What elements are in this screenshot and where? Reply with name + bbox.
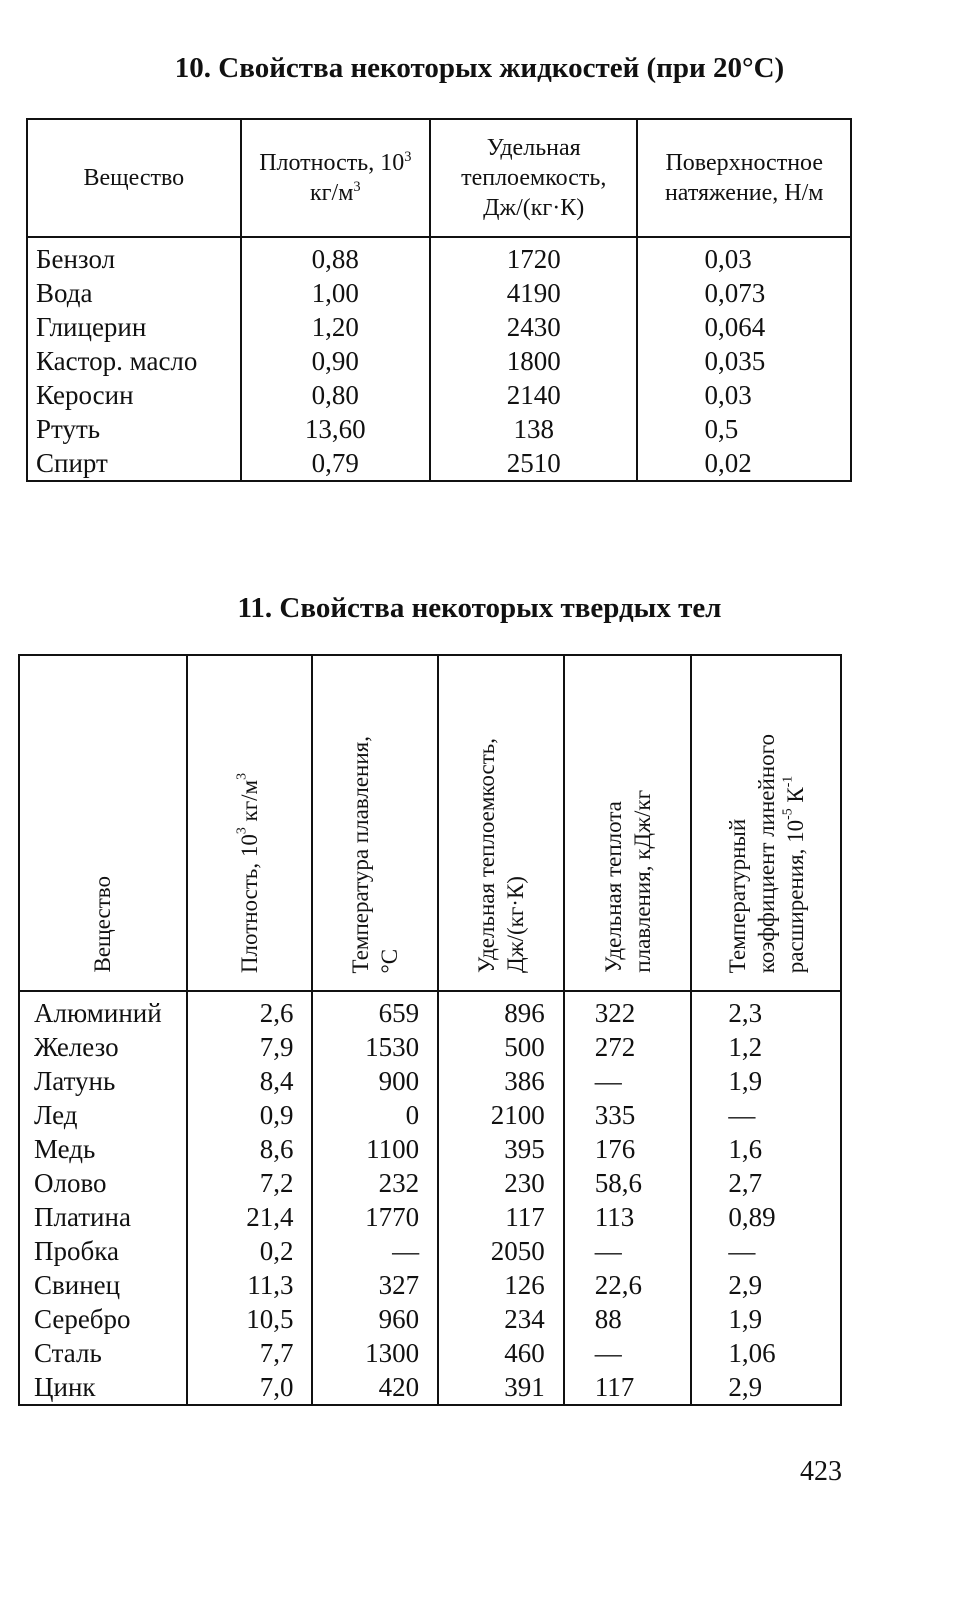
- substance-cell: Кастор. масло: [27, 344, 241, 378]
- value-cell: 8,6: [187, 1132, 313, 1166]
- substance-cell: Ртуть: [27, 412, 241, 446]
- table-row: [27, 446, 851, 481]
- value-cell: 7,2: [187, 1166, 313, 1200]
- value-cell: 2050: [438, 1234, 564, 1268]
- value-cell: —: [564, 1336, 692, 1370]
- substance-cell: Вода: [27, 276, 241, 310]
- header-density: Плотность, $10^3$ $кг/м^3$: [241, 119, 430, 237]
- value-cell: 0,073: [637, 276, 851, 310]
- value-cell: 391: [438, 1370, 564, 1405]
- header-substance: Вещество: [27, 119, 241, 237]
- value-cell: 176: [564, 1132, 692, 1166]
- value-cell: 1,6: [691, 1132, 841, 1166]
- value-cell: 335: [564, 1098, 692, 1132]
- value-cell: 0,90: [241, 344, 430, 378]
- table-row: [27, 344, 851, 378]
- header-substance: Вещество: [19, 655, 187, 991]
- value-cell: 500: [438, 1030, 564, 1064]
- value-cell: 2,9: [691, 1268, 841, 1302]
- value-cell: 117: [564, 1370, 692, 1405]
- value-cell: 0,03: [637, 378, 851, 412]
- substance-cell: Свинец: [19, 1268, 187, 1302]
- substance-cell: Олово: [19, 1166, 187, 1200]
- value-cell: 900: [312, 1064, 438, 1098]
- header-specific-heat: Удельная теплоемкость, Дж/(кг·К): [430, 119, 637, 237]
- value-cell: 4190: [430, 276, 637, 310]
- value-cell: 0,2: [187, 1234, 313, 1268]
- table-10-title: 10. Свойства некоторых жидкостей (при 20°С): [174, 52, 785, 84]
- value-cell: 7,9: [187, 1030, 313, 1064]
- table-row: [27, 378, 851, 412]
- value-cell: 88: [564, 1302, 692, 1336]
- value-cell: 386: [438, 1064, 564, 1098]
- header-heat-of-fusion: Удельная теплота плавления, кДж/кг: [564, 655, 692, 991]
- table-row: [19, 1098, 841, 1132]
- table-row: [19, 1166, 841, 1200]
- value-cell: 0,5: [637, 412, 851, 446]
- substance-cell: Алюминий: [19, 991, 187, 1030]
- value-cell: 2510: [430, 446, 637, 481]
- table-row: [19, 1030, 841, 1064]
- value-cell: 1720: [430, 237, 637, 276]
- value-cell: 0,9: [187, 1098, 313, 1132]
- substance-cell: Латунь: [19, 1064, 187, 1098]
- value-cell: 1100: [312, 1132, 438, 1166]
- value-cell: 1,9: [691, 1302, 841, 1336]
- value-cell: 1,9: [691, 1064, 841, 1098]
- value-cell: 2,7: [691, 1166, 841, 1200]
- table-header-row: [19, 655, 841, 991]
- substance-cell: Платина: [19, 1200, 187, 1234]
- value-cell: 0,88: [241, 237, 430, 276]
- value-cell: 126: [438, 1268, 564, 1302]
- value-cell: 1800: [430, 344, 637, 378]
- value-cell: 7,7: [187, 1336, 313, 1370]
- table-row: [19, 1302, 841, 1336]
- table-11-title: 11. Свойства некоторых твердых тел: [237, 592, 722, 624]
- header-expansion-coefficient: Температурный коэффициент линейного расширения, $10^{-5}$ $К^{-1}$: [691, 655, 841, 991]
- header-density: Плотность, $10^3$ $кг/м^3$: [187, 655, 313, 991]
- value-cell: 7,0: [187, 1370, 313, 1405]
- value-cell: 113: [564, 1200, 692, 1234]
- table-row: [19, 1234, 841, 1268]
- value-cell: 327: [312, 1268, 438, 1302]
- substance-cell: Сталь: [19, 1336, 187, 1370]
- value-cell: 0,064: [637, 310, 851, 344]
- value-cell: 232: [312, 1166, 438, 1200]
- value-cell: 960: [312, 1302, 438, 1336]
- value-cell: 1,2: [691, 1030, 841, 1064]
- value-cell: —: [312, 1234, 438, 1268]
- value-cell: —: [564, 1234, 692, 1268]
- table-row: [19, 991, 841, 1030]
- value-cell: 10,5: [187, 1302, 313, 1336]
- value-cell: 0,89: [691, 1200, 841, 1234]
- table-row: [19, 1200, 841, 1234]
- value-cell: 0: [312, 1098, 438, 1132]
- value-cell: 1,06: [691, 1336, 841, 1370]
- value-cell: 21,4: [187, 1200, 313, 1234]
- value-cell: 230: [438, 1166, 564, 1200]
- value-cell: 0,03: [637, 237, 851, 276]
- table-row: [19, 1064, 841, 1098]
- value-cell: 395: [438, 1132, 564, 1166]
- value-cell: 2,9: [691, 1370, 841, 1405]
- substance-cell: Лед: [19, 1098, 187, 1132]
- substance-cell: Цинк: [19, 1370, 187, 1405]
- table-row: [19, 1132, 841, 1166]
- value-cell: 1530: [312, 1030, 438, 1064]
- value-cell: 1,20: [241, 310, 430, 344]
- value-cell: 896: [438, 991, 564, 1030]
- table-row: [27, 310, 851, 344]
- header-surface-tension: Поверхностное натяжение, Н/м: [637, 119, 851, 237]
- value-cell: 2,3: [691, 991, 841, 1030]
- substance-cell: Спирт: [27, 446, 241, 481]
- value-cell: 460: [438, 1336, 564, 1370]
- substance-cell: Медь: [19, 1132, 187, 1166]
- substance-cell: Бензол: [27, 237, 241, 276]
- value-cell: 234: [438, 1302, 564, 1336]
- substance-cell: Глицерин: [27, 310, 241, 344]
- value-cell: 0,02: [637, 446, 851, 481]
- value-cell: 11,3: [187, 1268, 313, 1302]
- value-cell: —: [564, 1064, 692, 1098]
- value-cell: 117: [438, 1200, 564, 1234]
- value-cell: —: [691, 1098, 841, 1132]
- value-cell: 272: [564, 1030, 692, 1064]
- value-cell: 322: [564, 991, 692, 1030]
- value-cell: 22,6: [564, 1268, 692, 1302]
- table-header-row: [27, 119, 851, 237]
- substance-cell: Керосин: [27, 378, 241, 412]
- value-cell: 13,60: [241, 412, 430, 446]
- value-cell: 58,6: [564, 1166, 692, 1200]
- value-cell: —: [691, 1234, 841, 1268]
- value-cell: 2,6: [187, 991, 313, 1030]
- value-cell: 8,4: [187, 1064, 313, 1098]
- value-cell: 138: [430, 412, 637, 446]
- liquids-properties-table: [26, 118, 852, 482]
- table-row: [19, 1370, 841, 1405]
- value-cell: 1,00: [241, 276, 430, 310]
- table-row: [19, 1336, 841, 1370]
- value-cell: 2430: [430, 310, 637, 344]
- table-row: [27, 276, 851, 310]
- value-cell: 0,79: [241, 446, 430, 481]
- value-cell: 2100: [438, 1098, 564, 1132]
- table-row: [27, 412, 851, 446]
- substance-cell: Серебро: [19, 1302, 187, 1336]
- table-row: [19, 1268, 841, 1302]
- value-cell: 420: [312, 1370, 438, 1405]
- substance-cell: Пробка: [19, 1234, 187, 1268]
- solids-properties-table: [18, 654, 842, 1406]
- header-specific-heat: Удельная теплоемкость, Дж/(кг·К): [438, 655, 564, 991]
- value-cell: 0,035: [637, 344, 851, 378]
- page-number: 423: [800, 1456, 842, 1487]
- value-cell: 0,80: [241, 378, 430, 412]
- value-cell: 2140: [430, 378, 637, 412]
- value-cell: 1770: [312, 1200, 438, 1234]
- header-melting-point: Температура плавления, °С: [312, 655, 438, 991]
- table-row: [27, 237, 851, 276]
- value-cell: 659: [312, 991, 438, 1030]
- substance-cell: Железо: [19, 1030, 187, 1064]
- value-cell: 1300: [312, 1336, 438, 1370]
